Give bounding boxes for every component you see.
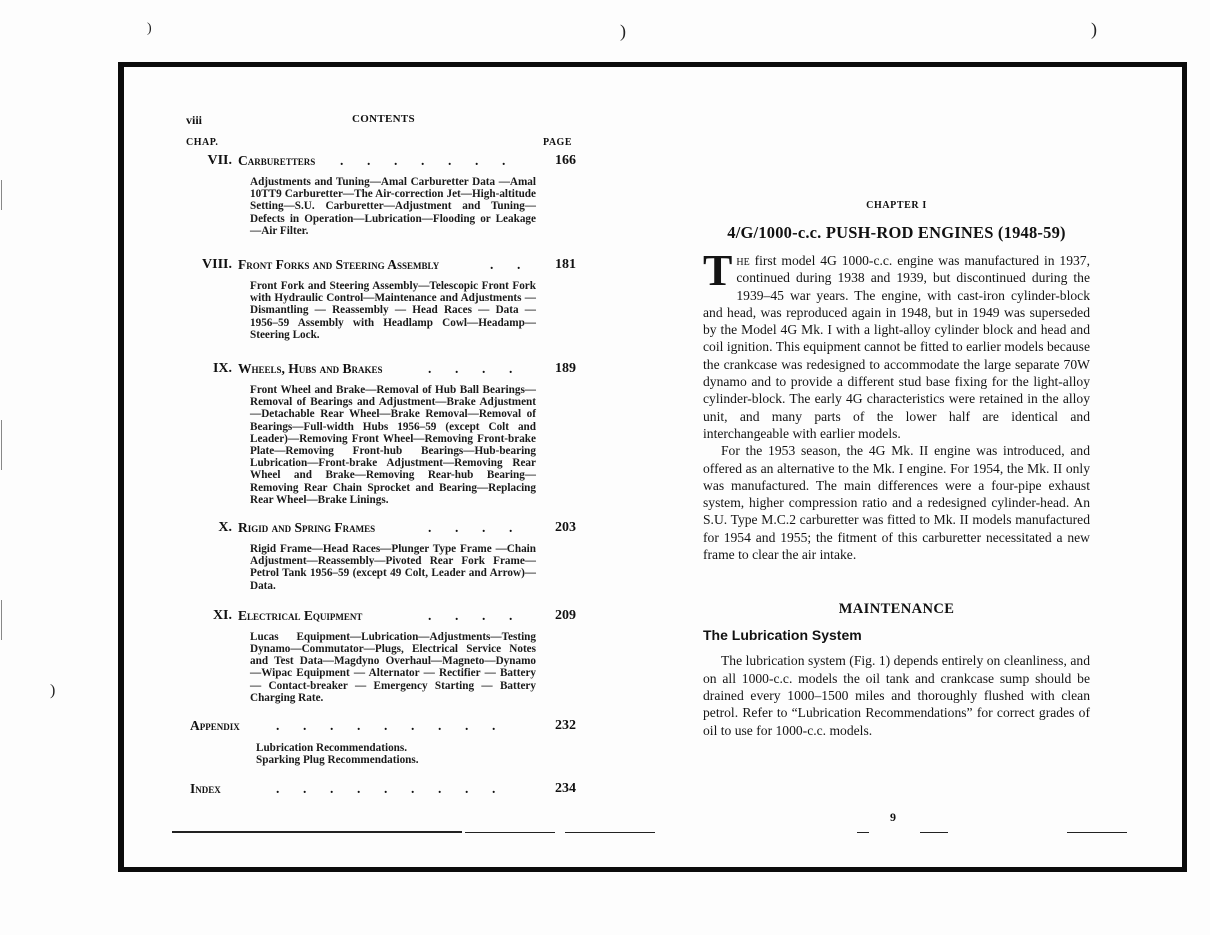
lubrication-paragraph: The lubrication system (Fig. 1) depends entirely on cleanliness, and on all 1000-c.c. models the oil tank and crankcase sump should be drained every 1000–1500 miles and thoroughly flushed with clean petrol. Refer to “Lubrication Recommendations” for correct grades of oil to use for 1000-c.c. models. <box>703 653 1090 738</box>
chapter-number: XI. <box>212 607 232 623</box>
paragraph-text: first model 4G 1000-c.c. engine was manufactured in 1937, continued during 1938 and 1939, but discontinued during the 1939–45 war years. The engine, with cast-iron cylinder-block and head, was reproduced again in 1948, but in 1949 was superseded by the Model 4G Mk. I with a light-alloy cylinder block and head and coil ignition. This equipment cannot be fitted to earlier models because the crankcase was redesigned to accommodate the large separate 70W dynamo and to provide a different stud base fixing for the light-alloy cylinder-block. The early 4G characteristics were retained in the alloy unit, and many parts of the lower half are identical and interchangeable with earlier models. <box>703 253 1090 441</box>
chapter-description: Front Wheel and Brake—Removal of Hub Ball Bearings—Removal of Bearings and Adjustment—Brake Adjustment—Detachable Rear Wheel—Brake Removal—Removal of Bearings—Full-width Hubs 1956–59 (except Colt and Leader)—Removing Front Wheel—Removing Front-brake Plate—Removing Front-hub Bearings—Hub-bearing Lubrication—Front-brake Adjustment—Removing Rear Wheel and Brake—Removing Rear-hub Bearing—Removing Rear Chain Sprocket and Bearing—Replacing Rear Wheel—Brake Linings. <box>250 384 536 506</box>
scan-mark: ) <box>1091 19 1097 39</box>
chap-column-label: CHAP. <box>186 137 219 148</box>
contents-entry-index[interactable] <box>186 781 576 801</box>
page-bottom-rule <box>857 832 869 833</box>
page-number: 9 <box>890 810 896 824</box>
page-folio: viii <box>186 113 203 127</box>
contents-entry-ix[interactable] <box>186 361 576 506</box>
scan-mark: ) <box>147 21 152 36</box>
contents-entry-viii[interactable] <box>186 257 576 341</box>
index-page-number: 234 <box>555 780 576 796</box>
chapter-description: Lucas Equipment—Lubrication—Adjustments—Testing Dynamo—Commutator—Plugs, Electrical Service Notes and Test Data—Magdyno Overhaul—Magneto—Dynamo—Wipac Equipment — Alternator — Rectifier — Battery — Contact-breaker — Emergency Starting — Battery Charging Rate. <box>250 630 536 704</box>
chapter-number: VIII. <box>202 257 232 273</box>
chapter-page-number: 209 <box>555 607 576 623</box>
chapter-page-number: 203 <box>555 520 576 536</box>
appendix-page-number: 232 <box>555 718 576 734</box>
chapter-description: Adjustments and Tuning—Amal Carburetter Data —Amal 10TT9 Carburetter—The Air-correction Jet—High-altitude Setting—S.U. Carburetter—Adjustment and Tuning—Defects in Operation—Lubrication—Flooding or Leakage—Air Filter. <box>250 176 536 237</box>
page-bottom-rule <box>1067 832 1127 833</box>
section-heading: MAINTENANCE <box>838 601 955 618</box>
contents-entry-x[interactable] <box>186 520 576 592</box>
leader-dots: . . . . <box>428 361 513 377</box>
chapter-title: Carburetters <box>238 153 316 168</box>
chapter-page <box>703 200 1090 739</box>
contents-entry-vii[interactable] <box>186 153 576 237</box>
index-title: Index <box>190 780 221 796</box>
chapter-label: CHAPTER I <box>866 200 927 211</box>
appendix-item: Sparking Plug Recommendations. <box>256 754 419 767</box>
chapter-title: Rigid and Spring Frames <box>238 520 376 536</box>
leader-dots: . . . . . . . . . <box>276 780 496 796</box>
chapter-page-number: 166 <box>555 153 576 168</box>
chapter-number: X. <box>218 520 232 536</box>
running-head-title: CONTENTS <box>352 113 415 125</box>
scan-mark: ) <box>620 21 626 41</box>
contents-page <box>186 113 576 801</box>
page-bottom-rule <box>565 832 655 833</box>
chapter-number: VII. <box>207 153 232 168</box>
contents-entry-appendix[interactable] <box>186 718 576 766</box>
chapter-title: Front Forks and Steering Assembly <box>238 257 440 273</box>
chapter-title: Wheels, Hubs and Brakes <box>238 361 383 377</box>
scan-edge-mark <box>1 600 2 640</box>
scan-edge-mark <box>1 180 2 210</box>
chapter-page-number: 181 <box>555 257 576 273</box>
scan-edge-mark <box>1 420 2 470</box>
drop-cap: T <box>703 246 733 295</box>
page-column-label: PAGE <box>542 137 572 148</box>
page-bottom-rule <box>465 832 555 833</box>
leader-dots: . . . . <box>428 520 513 536</box>
chapter-number: IX. <box>212 361 232 377</box>
page-bottom-rule <box>172 831 462 833</box>
chapter-description: Front Fork and Steering Assembly—Telescopic Front Fork with Hydraulic Control—Maintenance and Adjustments — Dismantling — Reassembly — Head Races — Data — 1956–59 Assembly with Headlamp Cowl—Headamp—Steering Lock. <box>250 280 536 341</box>
appendix-item: Lubrication Recommendations. <box>256 742 408 755</box>
chapter-description: Rigid Frame—Head Races—Plunger Type Frame —Chain Adjustment—Reassembly—Pivoted Rear Fork Frame—Petrol Tank 1956–59 (except 49 Colt, Leader and Arrow)—Data. <box>250 543 536 592</box>
scan-mark: ) <box>50 682 56 699</box>
running-header <box>186 113 576 131</box>
appendix-items <box>256 742 542 766</box>
page-bottom-rule <box>920 832 948 833</box>
subsection-heading: The Lubrication System <box>703 627 862 644</box>
chapter-title: 4/G/1000-c.c. PUSH-ROD ENGINES (1948-59) <box>727 223 1066 242</box>
leader-dots: . . <box>490 257 521 273</box>
mk-ii-paragraph: For the 1953 season, the 4G Mk. II engine was introduced, and offered as an alternative to the Mk. I engine. For 1954, the Mk. II only was manufactured. The main differences were a four-pipe exhaust system, higher compression ratio and a redesigned cylinder-head. An S.U. Type M.C.2 carburetter was fitted to Mk. II models manufactured for 1954 and 1955; the fitment of this carburetter necessitated a new frame to clear the air intake. <box>703 443 1090 563</box>
appendix-title: Appendix <box>190 718 240 734</box>
leader-dots: . . . . <box>428 607 513 623</box>
leader-dots: . . . . . . . . . <box>276 718 496 734</box>
column-headers <box>186 137 576 153</box>
contents-entry-xi[interactable] <box>186 608 576 704</box>
intro-paragraph <box>703 246 1090 442</box>
lead-smallcaps: he <box>736 253 750 268</box>
chapter-page-number: 189 <box>555 361 576 377</box>
chapter-title: Electrical Equipment <box>238 607 363 623</box>
leader-dots: . . . . . . . <box>340 153 506 168</box>
